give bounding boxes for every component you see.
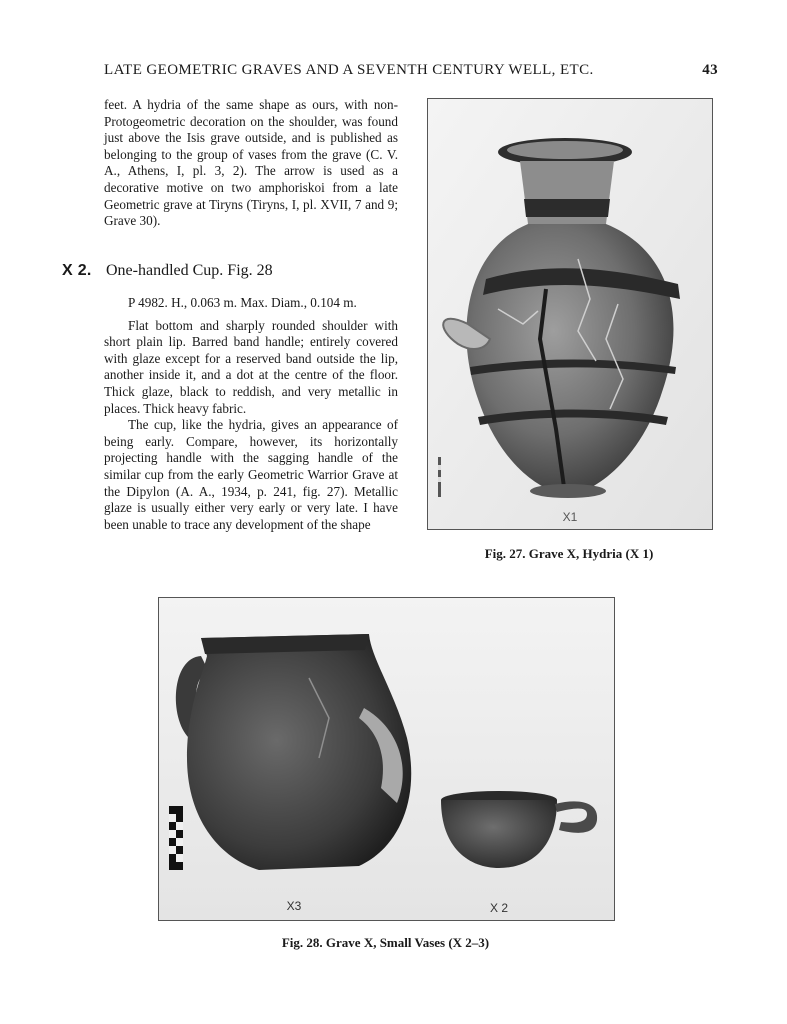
paragraph-top: feet. A hydria of the same shape as ours, with non-Protogeometric decoration on the shoulder, was found just above the Isis grave outside, and is published as belonging to the group of vases from the grave (C. V. A., Athens, I, pl. 3, 2). The arrow is used as a decorative motive on two amphoriskoi from a late Geometric grave at Tiryns (Tiryns, I, pl. XVII, 7 and 9; Grave 30). <box>104 97 398 229</box>
figure-27-photo <box>427 98 713 530</box>
figure-28-caption-text: Fig. 28. Grave X, Small Vases (X 2–3) <box>281 935 490 950</box>
description-paragraph: Flat bottom and sharply rounded shoulder with short plain lip. Barred band handle; entirely covered with glaze except for a reserved band outside the lip, another inside it, and a dot at the centre of the floor. Thick glaze, black to reddish, and very metallic in places. Thick heavy fabric. <box>104 317 398 416</box>
figure-27-caption-text: Fig. 27. Grave X, Hydria (X 1) <box>484 546 654 561</box>
figure-27-label: X1 <box>562 510 578 524</box>
discussion-paragraph: The cup, like the hydria, gives an appearance of being early. Compare, however, its horizontally projecting handle with the sagging handle of the similar cup from the early Geometric Warrior Grave at the Dipylon (A. A., 1934, p. 241, fig. 27). Metallic glaze is usually either very early or very late. I have been unable to trace any development of the shape <box>104 417 398 532</box>
entry-number: X 2. <box>62 262 92 279</box>
entry-heading <box>62 262 402 284</box>
figure-28-label-right: X 2 <box>489 901 509 915</box>
running-head <box>104 62 718 84</box>
figure-28-label-left: X3 <box>286 899 302 913</box>
entry-title: One-handled Cup. Fig. 28 <box>106 262 273 279</box>
text-column-top <box>104 97 398 230</box>
page-number: 43 <box>702 62 718 78</box>
small-vases-image <box>159 598 614 920</box>
figure-28-photo <box>158 597 615 921</box>
hydria-image <box>428 99 712 529</box>
figure-27-caption <box>427 546 711 562</box>
figure-28-caption <box>158 935 613 951</box>
measurements-line: P 4982. H., 0.063 m. Max. Diam., 0.104 m. <box>128 295 357 310</box>
entry-body <box>104 295 398 533</box>
running-title: LATE GEOMETRIC GRAVES AND A SEVENTH CENTURY WELL, ETC. <box>104 62 594 78</box>
